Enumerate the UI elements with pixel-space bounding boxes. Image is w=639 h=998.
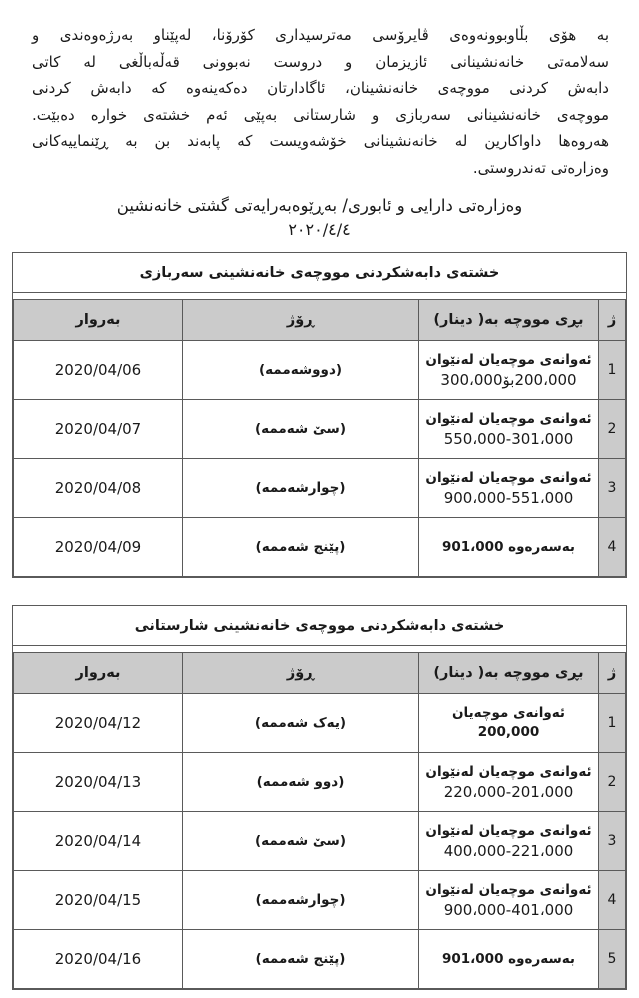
table-row (14, 812, 626, 871)
intro-line: بە هۆی بڵاوبوونەوەی ڤایرۆسی مەترسیداری کۆرۆنا، لەپێناو بەرژەوەندی و (32, 26, 609, 44)
table-row (14, 930, 626, 989)
table-title: خشتەی دابەشکردنی مووچەی خانەنشینی شارستانی (13, 606, 626, 646)
intro-line: وەزارەتی تەندروستی. (472, 158, 609, 177)
intro-line: هەروەها داواکارین لە خانەنشینانی خۆشەویست کە پابەند بن بە ڕێنماییەکانی (32, 132, 609, 150)
salary-range-text: ئەوانەی موچەیان لەنێوان (425, 881, 592, 898)
date-cell: 2020/04/08 (14, 459, 183, 518)
date-cell: 2020/04/15 (14, 871, 183, 930)
announcement-document (0, 22, 639, 998)
col-header-date: بەروار (14, 653, 183, 694)
intro-line: دابەش کردنی مووچەی خانەنشینان، ئاگادارتان دەکەینەوە کە دابەش کردنی (32, 79, 609, 97)
salary-range-text: ئەوانەی موچەیان لەنێوان (425, 763, 592, 780)
salary-range-text: ئەوانەی موچەیان لەنێوان (425, 469, 592, 486)
military-pension-table (12, 252, 627, 578)
salary-range-text: بەسەرەوە 901،000 (441, 950, 576, 967)
col-header-amount: بڕی مووچە بە( دینار) (419, 300, 599, 341)
row-number: 3 (599, 459, 626, 518)
date-cell: 2020/04/16 (14, 930, 183, 989)
salary-range-numbers: 200،000بۆ300،000 (440, 370, 577, 389)
intro-line: سەلامەتی خانەنشینانی ئازیزمان و دروست نەبوونی قەڵەباڵغی لە کاتی (32, 52, 609, 71)
salary-range-numbers: 550،000-301،000 (443, 429, 574, 448)
intro-paragraph (32, 22, 609, 181)
day-cell: (دووشەممە) (183, 341, 419, 400)
salary-range-text: ئەوانەی موچەیان لەنێوان (425, 351, 592, 368)
salary-range-numbers: 900،000-551،000 (443, 488, 574, 507)
day-cell: (چوارشەممە) (183, 871, 419, 930)
table-header-row (14, 300, 626, 341)
table-row (14, 341, 626, 400)
salary-range-cell (419, 871, 599, 930)
table-row (14, 753, 626, 812)
salary-range-numbers: 900،000-401،000 (443, 900, 574, 919)
row-number: 3 (599, 812, 626, 871)
col-header-date: بەروار (14, 300, 183, 341)
row-number: 2 (599, 753, 626, 812)
salary-range-text: بەسەرەوە 901،000 (441, 538, 576, 555)
date-cell: 2020/04/13 (14, 753, 183, 812)
col-header-day: ڕۆژ (183, 653, 419, 694)
date-cell: 2020/04/12 (14, 694, 183, 753)
day-cell: (سێ شەممە) (183, 812, 419, 871)
table-row (14, 459, 626, 518)
day-cell: (سێ شەممە) (183, 400, 419, 459)
table-row (14, 694, 626, 753)
col-header-amount: بڕی مووچە بە( دینار) (419, 653, 599, 694)
row-number: 1 (599, 694, 626, 753)
table-row (14, 871, 626, 930)
table-row (14, 518, 626, 577)
military-pension-grid (13, 299, 626, 577)
row-number: 4 (599, 871, 626, 930)
table-header-row (14, 653, 626, 694)
table-title: خشتەی دابەشکردنی مووچەی خانەنشینی سەربازی (13, 253, 626, 293)
salary-range-cell (419, 518, 599, 577)
day-cell: (پێنج شەممە) (183, 518, 419, 577)
day-cell: (دوو شەممە) (183, 753, 419, 812)
col-header-number: ژ (599, 653, 626, 694)
intro-line: مووچەی خانەنشینانی سەربازی و شارستانی بەپێی ئەم خشتەی خوارە دەبێت. (32, 105, 609, 124)
day-cell: (چوارشەممە) (183, 459, 419, 518)
date-cell: 2020/04/14 (14, 812, 183, 871)
salary-range-cell (419, 459, 599, 518)
row-number: 4 (599, 518, 626, 577)
salary-range-cell (419, 694, 599, 753)
col-header-number: ژ (599, 300, 626, 341)
salary-range-text: ئەوانەی موچەیان لەنێوان (425, 410, 592, 427)
salary-range-cell (419, 341, 599, 400)
salary-range-cell (419, 930, 599, 989)
date-cell: 2020/04/06 (14, 341, 183, 400)
salary-range-numbers: 400،000-221،000 (443, 841, 574, 860)
day-cell: (پێنج شەممە) (183, 930, 419, 989)
salary-range-cell (419, 812, 599, 871)
date-cell: 2020/04/09 (14, 518, 183, 577)
ministry-heading: وەزارەتی دارایی و ئابوری/ بەڕێوەبەرایەتی گشتی خانەنشین (116, 196, 523, 215)
civil-pension-grid (13, 652, 626, 989)
date-cell: 2020/04/07 (14, 400, 183, 459)
salary-range-cell (419, 753, 599, 812)
announcement-date: ٢٠٢٠/٤/٤ (288, 220, 351, 239)
day-cell: (یەک شەممە) (183, 694, 419, 753)
col-header-day: ڕۆژ (183, 300, 419, 341)
row-number: 5 (599, 930, 626, 989)
salary-range-cell (419, 400, 599, 459)
row-number: 2 (599, 400, 626, 459)
salary-range-numbers: 220،000-201،000 (443, 782, 574, 801)
civil-pension-table (12, 605, 627, 990)
salary-range-text: ئەوانەی موچەیان لەنێوان (425, 822, 592, 839)
row-number: 1 (599, 341, 626, 400)
table-row (14, 400, 626, 459)
salary-range-text: ئەوانەی موچەیان 200,000 (451, 705, 565, 740)
